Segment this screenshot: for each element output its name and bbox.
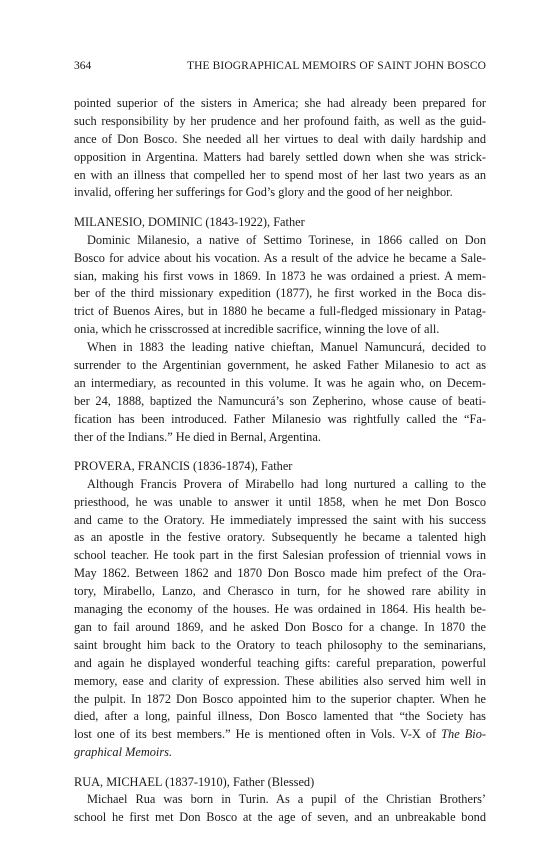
text-line: school he first met Don Bosco at the age of seven, and an unbreakable bond xyxy=(74,810,486,825)
text-line: school teacher. He took part in the first Salesian profession of triennial vows in xyxy=(74,548,486,563)
entry-milanesio xyxy=(74,214,486,447)
book-title-italic: The Bio- xyxy=(441,727,486,742)
text-line: Bosco for advice about his vocation. As a result of the advice he became a Sale- xyxy=(74,250,486,265)
text-line: fication has been introduced. Father Milanesio was rightfully called the “Fa- xyxy=(74,411,486,426)
text-line: ber 24, 1888, baptized the Namuncurá’s son Zepherino, whose cause of beati- xyxy=(74,393,486,408)
text-line: onia, which he crisscrossed at incredible sacrifice, winning the love of all. xyxy=(74,322,440,337)
text-line: an intermediary, as recounted in this volume. It was he again who, on Decem- xyxy=(74,375,486,390)
text-line: ther of the Indians.” He died in Bernal, Argentina. xyxy=(74,429,321,444)
body-text xyxy=(74,95,486,827)
text-line: When in 1883 the leading native chieftan, Manuel Namuncurá, decided to xyxy=(87,340,486,355)
entry-rua xyxy=(74,774,486,828)
text-line: priesthood, he was unable to answer it until 1858, when he met Don Bosco xyxy=(74,494,486,509)
text-line: invalid, offering her sufferings for God’s glory and the good of her neighbor. xyxy=(74,185,453,200)
text-line: opposition in Argentina. Matters had barely settled down when she was strick- xyxy=(74,149,486,164)
text-line: managing the economy of the houses. He was ordained in 1864. His health be- xyxy=(74,602,486,617)
text-line: sian, making his first vows in 1869. In 1873 he was ordained a priest. A mem- xyxy=(74,268,486,283)
text-line: tory, Mirabello, Lanzo, and Cherasco in turn, for he showed rare ability in xyxy=(74,584,486,599)
text-line: trict of Buenos Aires, but in 1880 he became a full-fledged missionary in Patag- xyxy=(74,304,486,319)
entry-provera xyxy=(74,458,486,762)
text-line: ber of the third missionary expedition (1877), he first worked in the Boca dis- xyxy=(74,286,486,301)
text-line: saint brought him back to the Oratory to teach philosophy to the seminarians, xyxy=(74,637,486,652)
text-line: such responsibility by her prudence and her profound faith, as well as the guid- xyxy=(74,113,486,128)
text-line: Although Francis Provera of Mirabello had long nurtured a calling to the xyxy=(87,476,486,491)
text-line: graphical Memoirs. xyxy=(74,745,173,760)
entry-heading: MILANESIO, DOMINIC (1843-1922), Father xyxy=(74,214,305,229)
page-number: 364 xyxy=(74,60,92,72)
text-line: and came to the Oratory. He immediately impressed the saint with his success xyxy=(74,512,486,527)
text-line: gan to fail around 1869, and he asked Don Bosco for a change. In 1870 the xyxy=(74,619,486,634)
text-line: lost one of its best members.” He is mentioned often in Vols. V-X of The Bio- xyxy=(74,727,486,742)
text-line: died, after a long, painful illness, Don Bosco lamented that “the Society has xyxy=(74,709,486,724)
text-line: memory, ease and clarity of expression. These abilities also served him well in xyxy=(74,673,486,688)
text-line: and again he displayed wonderful teaching gifts: careful preparation, powerful xyxy=(74,655,486,670)
text-line: Michael Rua was born in Turin. As a pupil of the Christian Brothers’ xyxy=(87,792,486,807)
entry-continuation xyxy=(74,95,486,202)
text-line: pointed superior of the sisters in America; she had already been prepared for xyxy=(74,96,486,110)
text-line: the pulpit. In 1872 Don Bosco appointed him to the superior chapter. When he xyxy=(74,691,486,706)
text-line: ance of Don Bosco. She needed all her virtues to deal with daily hardship and xyxy=(74,131,486,146)
text-line: surrender to the Argentinian government, he asked Father Milanesio to act as xyxy=(74,357,486,372)
text-line: May 1862. Between 1862 and 1870 Don Bosco made him prefect of the Ora- xyxy=(74,566,486,581)
text-line: as an apostle in the festive oratory. Subsequently he became a talented high xyxy=(74,530,486,545)
running-title: THE BIOGRAPHICAL MEMOIRS OF SAINT JOHN BOSCO xyxy=(187,60,486,72)
text-line: Dominic Milanesio, a native of Settimo Torinese, in 1866 called on Don xyxy=(87,232,486,247)
entry-heading: RUA, MICHAEL (1837-1910), Father (Blessed) xyxy=(74,774,315,789)
entry-heading: PROVERA, FRANCIS (1836-1874), Father xyxy=(74,458,293,473)
text-line: en with an illness that compelled her to spend most of her last two years as an xyxy=(74,167,486,182)
page-header xyxy=(74,58,486,74)
